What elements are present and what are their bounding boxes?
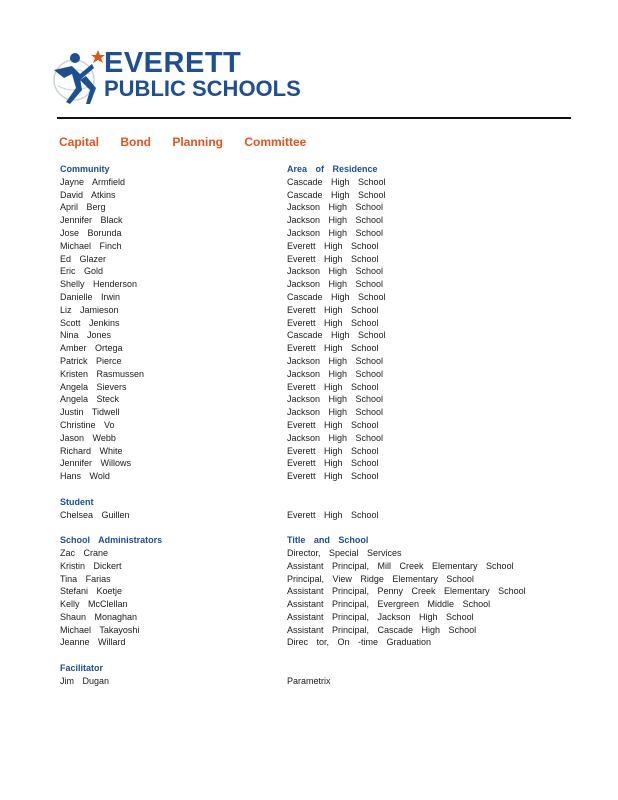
member-name: Michael Takayoshi [60,624,140,635]
member-name: Christine Vo [60,419,115,430]
member-area: Cascade High School [287,291,386,302]
member-name: Jeanne Willard [60,637,126,648]
member-area: Jackson High School [287,202,384,213]
member-name: Shelly Henderson [60,279,138,290]
title-and-school-header: Title and School [287,535,369,546]
member-area: Everett High School [287,419,379,430]
member-name: Ed Glazer [60,253,107,264]
member-name: Scott Jenkins [60,317,120,328]
member-area: Jackson High School [287,266,384,277]
member-name: Eric Gold [60,266,104,277]
member-area: Everett High School [287,458,379,469]
member-area: Jackson High School [287,279,384,290]
member-name: Hans Wold [60,471,110,482]
logo-line-1: EVERETT [104,47,242,79]
member-area: Jackson High School [287,394,384,405]
community-list [60,176,162,483]
administrators-title-list [287,547,526,649]
member-name: Nina Jones [60,330,112,341]
member-area: Jackson High School [287,227,384,238]
member-name: Zac Crane [60,547,109,558]
member-name: Jason Webb [60,432,116,443]
student-header: Student [60,496,94,507]
member-name: Justin Tidwell [60,407,120,418]
member-name: Liz Jamieson [60,304,119,315]
everett-schools-logo [50,44,300,106]
member-name: Angela Sievers [60,381,127,392]
header-divider [57,117,571,119]
member-area: Everett High School [287,343,379,354]
member-name: David Atkins [60,189,116,200]
member-name: Jennifer Black [60,215,123,226]
member-area: Everett High School [287,253,379,264]
member-name: Kristen Rasmussen [60,368,145,379]
member-name: Jim Dugan [60,675,110,686]
member-area: Everett High School [287,509,379,520]
member-area: Everett High School [287,317,379,328]
member-name: Patrick Pierce [60,355,122,366]
area-of-residence-header: Area of Residence [287,164,378,174]
member-area: Jackson High School [287,407,384,418]
member-area: Jackson High School [287,215,384,226]
names-column [60,163,162,688]
member-title: Assistant Principal, Evergreen Middle School [287,599,491,610]
member-title: Assistant Principal, Cascade High School [287,624,477,635]
member-name: Kelly McClellan [60,599,128,610]
member-title: Principal, View Ridge Elementary School [287,573,474,584]
facilitator-org-list [287,675,526,688]
member-title: Director, Special Services [287,547,402,558]
administrators-list [60,547,162,649]
member-name: April Berg [60,202,106,213]
community-header: Community [60,164,110,174]
member-area: Everett High School [287,240,379,251]
member-area: Jackson High School [287,432,384,443]
member-area: Everett High School [287,381,379,392]
logo-line-2: PUBLIC SCHOOLS [104,76,301,101]
member-name: Richard White [60,445,123,456]
member-area: Everett High School [287,445,379,456]
member-area: Cascade High School [287,176,386,187]
member-name: Jayne Armfield [60,176,126,187]
member-name: Kristin Dickert [60,560,122,571]
member-title: Assistant Principal, Penny Creek Elementary School [287,586,526,597]
member-name: Stefani Koetje [60,586,123,597]
member-name: Michael Finch [60,240,122,251]
member-name: Danielle Irwin [60,291,121,302]
member-area: Everett High School [287,471,379,482]
member-name: Amber Ortega [60,343,123,354]
administrators-header: School Administrators [60,535,163,546]
member-area: Jackson High School [287,355,384,366]
student-area-list [287,509,526,522]
member-name: Tina Farias [60,573,111,584]
member-title: Assistant Principal, Mill Creek Elementary School [287,560,514,571]
member-title: Direc tor, On -time Graduation [287,637,432,648]
member-name: Jennifer Willows [60,458,132,469]
member-area: Jackson High School [287,368,384,379]
member-name: Shaun Monaghan [60,611,138,622]
runner-globe-icon [50,44,108,106]
member-area: Cascade High School [287,330,386,341]
member-name: Jose Borunda [60,227,122,238]
member-area: Everett High School [287,304,379,315]
member-org: Parametrix [287,675,331,686]
facilitator-header: Facilitator [60,663,104,674]
member-name: Angela Steck [60,394,120,405]
member-name: Chelsea Guillen [60,509,130,520]
member-area: Cascade High School [287,189,386,200]
facilitator-list [60,675,162,688]
details-column [287,163,526,688]
member-title: Assistant Principal, Jackson High School [287,611,474,622]
student-list [60,509,162,522]
page-title: Capital Bond Planning Committee [59,135,307,149]
community-area-list [287,176,526,483]
